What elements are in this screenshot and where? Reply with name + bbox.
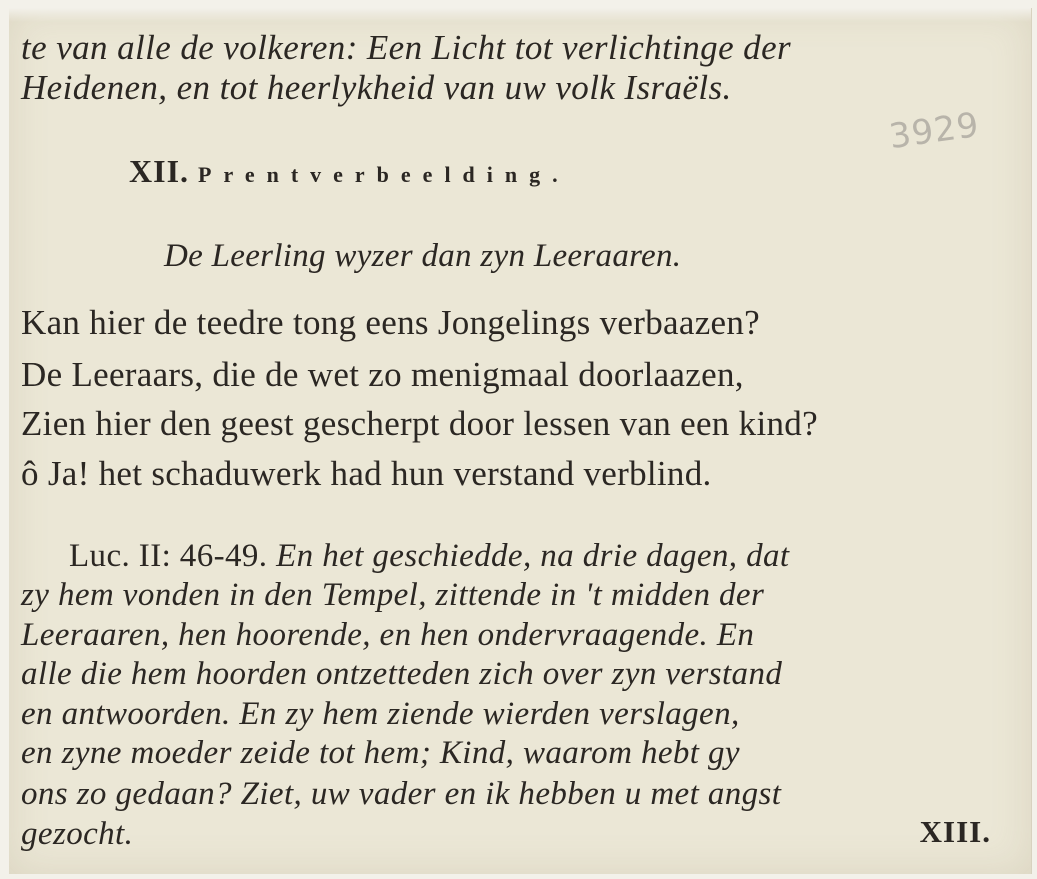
catchword: XIII. <box>919 814 991 849</box>
verse-line-4: ô Ja! het schaduwerk had hun verstand verblind. <box>21 454 712 493</box>
prose-line-5: en antwoorden. En zy hem ziende wierden verslagen, <box>21 696 740 732</box>
verse-line-2: De Leeraars, die de wet zo menigmaal doorlaazen, <box>21 355 744 394</box>
printed-page <box>9 8 1032 874</box>
print-subtitle: De Leerling wyzer dan zyn Leeraaren. <box>164 238 682 274</box>
scripture-reference: Luc. II: 46-49. <box>69 538 268 574</box>
section-title: Prentverbeelding. <box>198 162 570 187</box>
prose-text: En het geschiedde, na drie dagen, dat <box>276 538 790 574</box>
prose-line-1 <box>69 538 789 575</box>
prose-line-2: zy hem vonden in den Tempel, zittende in 't midden der <box>21 577 765 613</box>
continued-text-line-2: Heidenen, en tot heerlykheid van uw volk Israëls. <box>21 68 732 107</box>
prose-line-7: ons zo gedaan? Ziet, uw vader en ik hebben u met angst <box>21 776 782 812</box>
section-numeral: XII. <box>129 153 190 189</box>
verse-line-3: Zien hier den geest gescherpt door lessen van een kind? <box>21 404 818 443</box>
cropped-top-edge <box>9 8 1031 22</box>
section-heading <box>129 153 570 190</box>
prose-line-8: gezocht. <box>21 816 134 852</box>
continued-text-line-1: te van alle de volkeren: Een Licht tot verlichtinge der <box>21 28 792 67</box>
prose-line-3: Leeraaren, hen hoorende, en hen ondervraagende. En <box>21 617 755 653</box>
prose-line-6: en zyne moeder zeide tot hem; Kind, waarom hebt gy <box>21 735 740 771</box>
prose-line-4: alle die hem hoorden ontzetteden zich over zyn verstand <box>21 656 783 692</box>
verse-line-1: Kan hier de teedre tong eens Jongelings verbaazen? <box>21 303 760 342</box>
handwritten-inventory-number: 3929 <box>886 104 982 158</box>
